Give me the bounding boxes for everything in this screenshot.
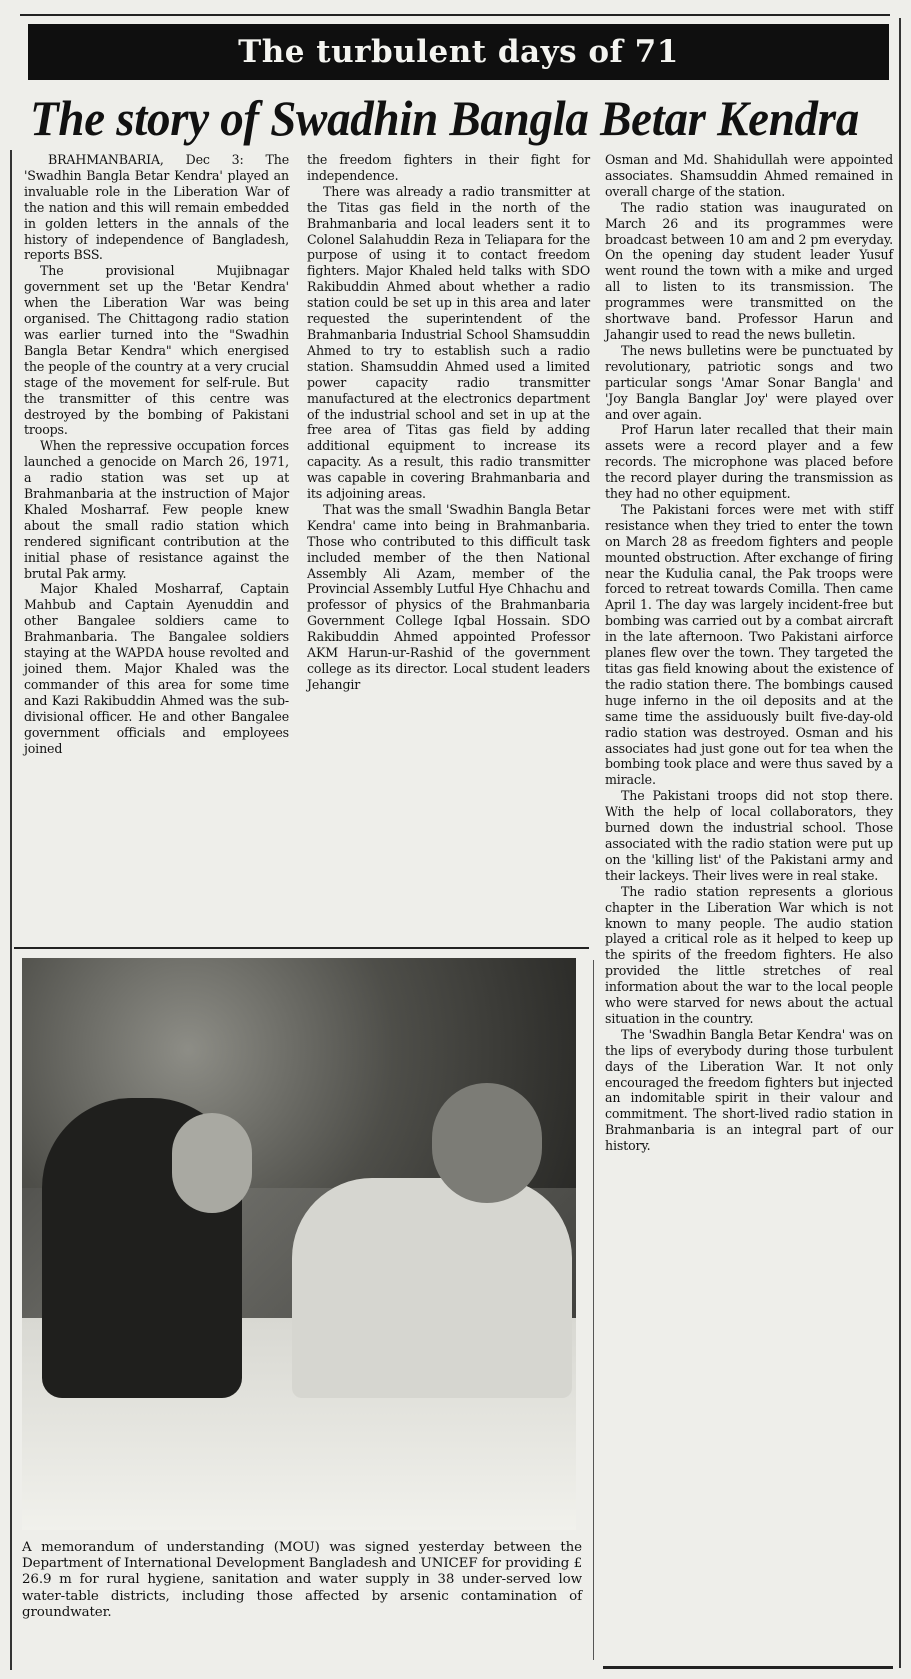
section-banner: The turbulent days of 71 — [28, 24, 889, 80]
column-divider — [593, 960, 594, 1660]
photo-head — [432, 1083, 542, 1203]
caption-text: A memorandum of understanding (MOU) was signed yesterday between the Department of International Development Bangladesh and UNICEF for providing £ 26.9 m for rural hygiene, sanitation and water supply in 38 under-served low water-table districts, including those affected by arsenic contamination of groundwater. — [22, 1540, 582, 1620]
photo-top-rule — [14, 947, 589, 949]
paragraph: The radio station was inaugurated on March 26 and its programmes were broadcast between 10 am and 2 pm everyday. On the opening day student leader Yusuf went round the town with a mike and urged all to listen to its transmission. The programmes were transmitted on the shortwave band. Professor Harun and Jahangir used to read the news bulletin. — [605, 199, 893, 342]
article-column-3 — [605, 152, 893, 1154]
top-rule — [20, 14, 890, 16]
paragraph: The provisional Mujibnagar government set up the 'Betar Kendra' when the Liberation War was being organised. The Chittagong radio station was earlier turned into the "Swadhin Bangla Betar Kendra" which energised the people of the country at a very crucial stage of the movement for self-rule. But the transmitter of this centre was destroyed by the bombing of Pakistani troops. — [24, 263, 289, 438]
left-rule — [10, 150, 12, 1670]
paragraph: The Pakistani troops did not stop there. With the help of local collaborators, they burned down the industrial school. Those associated with the radio station were put up on the 'killing list' of the Pakistani army and their lackeys. Their lives were in real stake. — [605, 788, 893, 883]
paragraph: Prof Harun later recalled that their main assets were a record player and a few records. The microphone was placed before the record player during the transmission as they had no other equipment. — [605, 422, 893, 502]
paragraph: BRAHMANBARIA, Dec 3: The 'Swadhin Bangla Betar Kendra' played an invaluable role in the Liberation War of the nation and this will remain embedded in golden letters in the annals of the history of independence of Bangladesh, reports BSS. — [24, 152, 289, 263]
paragraph: When the repressive occupation forces launched a genocide on March 26, 1971, a radio station was set up at Brahmanbaria at the instruction of Major Khaled Mosharraf. Few people knew about the small radio station which rendered significant contribution at the initial phase of resistance against the brutal Pak army. — [24, 438, 289, 581]
photo-person-man — [292, 1178, 572, 1398]
bottom-rule — [603, 1666, 893, 1669]
right-rule — [899, 18, 901, 1668]
article-column-1 — [24, 152, 289, 756]
photo-caption — [22, 1540, 582, 1621]
paragraph: That was the small 'Swadhin Bangla Betar Kendra' came into being in Brahmanbaria. Those who contributed to this difficult task included member of the then National Assembly Ali Azam, member of the Provincial Assembly Lutful Hye Chhachu and professor of physics of the Brahmanbaria Government College Iqbal Hossain. SDO Rakibuddin Ahmed appointed Professor AKM Harun-ur-Rashid of the government college as its director. Local student leaders Jehangir — [307, 501, 590, 692]
article-headline: The story of Swadhin Bangla Betar Kendra — [30, 91, 859, 147]
paragraph: There was already a radio transmitter at the Titas gas field in the north of the Brahmanbaria and local leaders sent it to Colonel Salahuddin Reza in Teliapara for the purpose of using it to contact freedom fighters. Major Khaled held talks with SDO Rakibuddin Ahmed about whether a radio station could be set up in this area and later requested the superintendent of the Brahmanbaria Industrial School Shamsuddin Ahmed to try to establish such a radio station. Shamsuddin Ahmed used a limited power capacity radio transmitter manufactured at the electronics department of the industrial school and set in up at the free area of Titas gas field by adding additional equipment to increase its capacity. As a result, this radio transmitter was capable in covering Brahmanbaria and its adjoining areas. — [307, 183, 590, 502]
paragraph: The radio station represents a glorious chapter in the Liberation War which is not known to many people. The audio station played a critical role as it helped to keep up the spirits of the freedom fighters. He also provided the little stretches of real information about the war to the local people who were starved for news about the actual situation in the country. — [605, 883, 893, 1026]
paragraph: The news bulletins were be punctuated by revolutionary, patriotic songs and two particular songs 'Amar Sonar Bangla' and 'Joy Bangla Banglar Joy' were played over and over again. — [605, 342, 893, 422]
paragraph: Major Khaled Mosharraf, Captain Mahbub and Captain Ayenuddin and other Bangalee soldiers came to Brahmanbaria. The Bangalee soldiers staying at the WAPDA house revolted and joined them. Major Khaled was the commander of this area for some time and Kazi Rakibuddin Ahmed was the sub-divisional officer. He and other Bangalee government officials and employees joined — [24, 581, 289, 756]
photo-face — [172, 1113, 252, 1213]
paragraph: Osman and Md. Shahidullah were appointed associates. Shamsuddin Ahmed remained in overall charge of the station. — [605, 152, 893, 199]
paragraph: The 'Swadhin Bangla Betar Kendra' was on the lips of everybody during those turbulent days of the Liberation War. It not only encouraged the freedom fighters but injected an indomitable spirit in their valour and commitment. The short-lived radio station in Brahmanbaria is an integral part of our history. — [605, 1026, 893, 1154]
news-photo — [22, 958, 576, 1530]
article-column-2 — [307, 152, 590, 693]
paragraph: the freedom fighters in their fight for independence. — [307, 152, 590, 183]
paragraph: The Pakistani forces were met with stiff resistance when they tried to enter the town on March 28 as freedom fighters and people mounted obstruction. After exchange of firing near the Kudulia canal, the Pak troops were forced to retreat towards Comilla. Then came April 1. The day was largely incident-free but bombing was carried out by a combat aircraft in the late afternoon. Two Pakistani airforce planes flew over the town. They targeted the titas gas field knowing about the existence of the radio station there. The bombings caused huge inferno in the oil deposits and at the same time the assiduously built five-day-old radio station was destroyed. Osman and his associates had just gone out for tea when the bombing took place and were thus saved by a miracle. — [605, 501, 893, 788]
